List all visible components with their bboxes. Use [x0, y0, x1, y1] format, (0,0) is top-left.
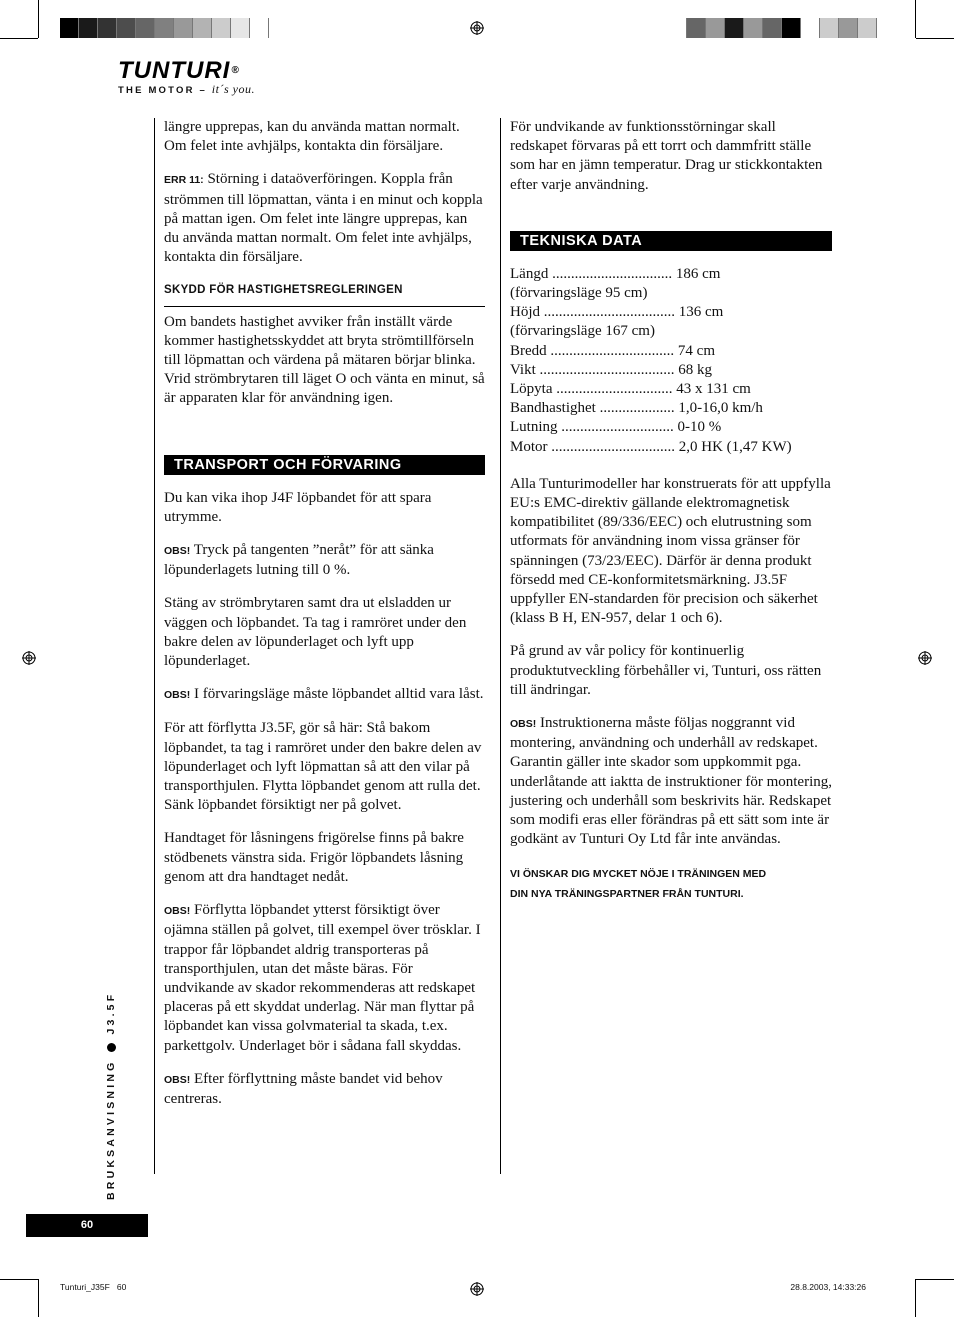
paragraph: Du kan vika ihop J4F löpbandet för att spara utrymme. — [164, 489, 432, 525]
registration-mark-icon — [22, 651, 36, 665]
obs-label: OBS! — [164, 1073, 191, 1086]
footer-file: Tunturi_J35F 60 — [60, 1282, 127, 1292]
registered-mark: ® — [231, 65, 240, 76]
manual-label: BRUKSANVISNING — [105, 1059, 117, 1200]
err11-label: ERR 11: — [164, 174, 204, 187]
tech-row: (förvaringsläge 167 cm) — [510, 323, 655, 340]
obs-paragraph — [510, 714, 832, 849]
tagline-italic: it´s you. — [211, 82, 255, 96]
color-swatch — [763, 18, 782, 38]
color-swatch — [193, 18, 212, 38]
closing-line: VI ÖNSKAR DIG MYCKET NÖJE I TRÄNINGEN MED — [510, 867, 767, 880]
crop-mark — [916, 1279, 954, 1280]
color-swatch — [706, 18, 725, 38]
paragraph: För att förflytta J3.5F, gör så här: Stå bakom löpbandet, ta tag i ramröret under den bakre delen av löpunderlaget och lyft löpmattan så att den vilar på transporthjulen. Flytta löpbandet genom att rulla det. Sänk löpbandet försiktigt ner på golvet. — [164, 720, 482, 814]
color-swatch — [668, 18, 687, 38]
color-swatch — [725, 18, 744, 38]
paragraph: Om bandets hastighet avviker från inställt värde kommer hastighetsskyddet att bryta strömtillförseln till löpmattan och värdena på mätaren börjar blinka. Vrid strömbrytaren till läget O och vänta en minut, så är apparaten klar för användning igen. — [164, 313, 485, 407]
tech-row: Bredd ................................. 74 cm — [510, 342, 715, 359]
model-label: J3.5F — [105, 991, 117, 1035]
obs-text: Förflytta löpbandet ytterst försiktigt över ojämna ställen på golvet, till exempel över trösklar. I trappor får löpbandet aldrig transporteras på transporthjulen, utan det måste bäras. För undvikande av skador rekommenderas att redskapet placeras på ett skyddat underlag. När man flyttar på löpbandet kan vissa golvmaterial ta skada, t.ex. parkettgolv. Underlaget bör i sådana fall skyddas. — [164, 902, 481, 1054]
logo-wordmark: TUNTURI — [118, 57, 231, 84]
transport-heading: TRANSPORT OCH FÖRVARING — [164, 455, 485, 475]
color-swatch — [98, 18, 117, 38]
bullet-dot-icon — [107, 1043, 116, 1052]
tech-row: Höjd ................................... 136 cm — [510, 304, 724, 321]
obs-paragraph — [164, 541, 485, 580]
tech-row: Motor ................................. 2,0 HK (1,47 KW) — [510, 438, 792, 455]
crop-mark — [916, 38, 954, 39]
tech-row: Lutning .............................. 0-10 % — [510, 419, 722, 436]
crop-mark — [915, 1279, 916, 1317]
crop-mark — [0, 1279, 38, 1280]
color-swatch — [250, 18, 269, 38]
err11-paragraph — [164, 170, 485, 267]
speed-guard-heading: SKYDD FÖR HASTIGHETSREGLERINGEN — [164, 281, 485, 306]
color-swatch — [782, 18, 801, 38]
crop-mark — [915, 0, 916, 38]
paragraph: Stäng av strömbrytaren samt dra ut elsladden ur väggen och löpbandet. Ta tag i ramröret under den bakre delen av löpunderlaget och lyft upp löpunderlaget. — [164, 595, 467, 670]
paragraph: Handtaget för låsningens frigörelse finns på bakre stödbenets vänstra sida. Frigör löpbandets låsning genom att dra handtaget nedåt. — [164, 830, 464, 885]
paragraph: På grund av vår policy för kontinuerlig produktutveckling förbehåller vi, Tunturi, oss rätten till ändringar. — [510, 643, 822, 698]
obs-paragraph — [164, 1070, 485, 1109]
color-swatch — [801, 18, 820, 38]
sidebar-label — [100, 991, 122, 1200]
paragraph: Alla Tunturimodeller har konstruerats för att uppfylla EU:s EMC-direktiv gällande elektromagnetisk kompatibilitet (89/336/EEC) och elutrustning som utformats för användning inom vissa gränser för spänningen (73/23/EEC). Därför är denna produkt försedd med CE-konformitetsmärkning. J3.5F uppfyller EN-standarden för precision och säkerhet (klass B H, EN-957, delar 1 och 6). — [510, 475, 831, 627]
tech-row: Vikt .................................... 68 kg — [510, 361, 713, 378]
print-color-bar-right — [668, 18, 877, 38]
right-column — [510, 118, 832, 904]
tech-row: Längd ................................ 186 cm — [510, 265, 721, 282]
crop-mark — [0, 38, 38, 39]
obs-text: I förvaringsläge måste löpbandet alltid vara låst. — [190, 686, 484, 703]
tech-row: Löpyta ............................... 43 x 131 cm — [510, 381, 751, 398]
tunturi-logo — [118, 57, 255, 97]
color-swatch — [174, 18, 193, 38]
column-rule — [500, 118, 501, 1174]
color-swatch — [60, 18, 79, 38]
closing-line: DIN NYA TRÄNINGSPARTNER FRÅN TUNTURI. — [510, 887, 744, 900]
err11-text: Störning i dataöverföringen. Koppla från strömmen till löpmattan, vänta i en minut och koppla på mattan igen. Om felet inte längre upprepas, kan du använda mattan normalt. Om felet inte avhjälps, kontakta din försäljare. — [164, 171, 483, 266]
color-swatch — [79, 18, 98, 38]
registration-mark-icon — [470, 1282, 484, 1296]
color-swatch — [117, 18, 136, 38]
obs-text: Instruktionerna måste följas noggrannt vid montering, användning och underhåll av redskapet. Garantin gäller inte skador som uppkommit pga. underlåtande att iaktta de instruktioner för montering, justering och underhåll som beskrivits här. Redskapet som modifi eras eller förändras på ett sätt som inte är godkänt av Tunturi Oy Ltd får inte användas. — [510, 715, 832, 848]
tagline-bold: THE MOTOR – — [118, 85, 207, 96]
color-swatch — [820, 18, 839, 38]
crop-mark — [38, 1279, 39, 1317]
obs-label: OBS! — [164, 545, 191, 558]
obs-paragraph — [164, 685, 485, 705]
logo-tagline — [118, 82, 255, 97]
obs-label: OBS! — [510, 718, 537, 731]
tech-row: Bandhastighet .................... 1,0-16,0 km/h — [510, 400, 763, 417]
color-swatch — [212, 18, 231, 38]
left-column — [164, 118, 485, 1123]
obs-label: OBS! — [164, 689, 191, 702]
obs-text: Efter förflyttning måste bandet vid behov centreras. — [164, 1070, 443, 1107]
registration-mark-icon — [470, 21, 484, 35]
color-swatch — [155, 18, 174, 38]
color-swatch — [858, 18, 877, 38]
column-rule — [154, 118, 155, 1174]
crop-mark — [38, 0, 39, 38]
obs-text: Tryck på tangenten ”neråt” för att sänka löpunderlagets lutning till 0 %. — [164, 542, 434, 579]
paragraph: längre upprepas, kan du använda mattan normalt. Om felet inte avhjälps, kontakta din försäljare. — [164, 119, 460, 155]
color-swatch — [687, 18, 706, 38]
color-swatch — [839, 18, 858, 38]
registration-mark-icon — [918, 651, 932, 665]
color-swatch — [136, 18, 155, 38]
print-color-bar-left — [60, 18, 269, 38]
footer-timestamp: 28.8.2003, 14:33:26 — [790, 1282, 866, 1292]
tech-data-heading: TEKNISKA DATA — [510, 231, 832, 251]
tech-row: (förvaringsläge 95 cm) — [510, 285, 648, 302]
color-swatch — [744, 18, 763, 38]
obs-label: OBS! — [164, 905, 191, 918]
paragraph: För undvikande av funktionsstörningar skall redskapet förvaras på ett torrt och dammfritt ställe som har en jämn temperatur. Drag ur stickkontakten efter varje användning. — [510, 119, 823, 193]
obs-paragraph — [164, 901, 485, 1056]
color-swatch — [231, 18, 250, 38]
tech-data-list — [510, 265, 832, 457]
page-number: 60 — [26, 1214, 148, 1237]
